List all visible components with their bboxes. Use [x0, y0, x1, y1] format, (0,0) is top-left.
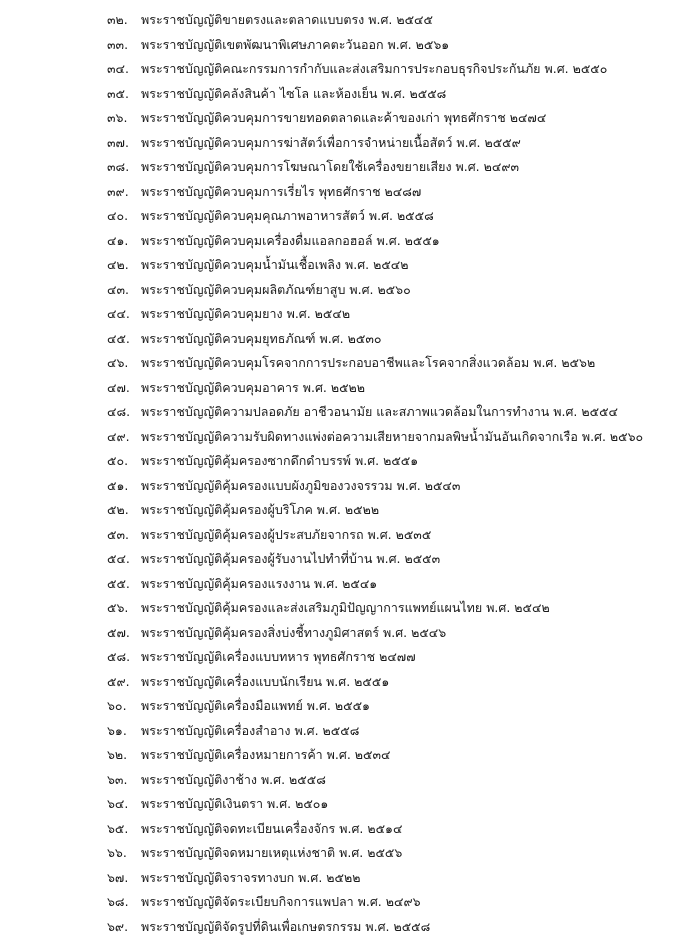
item-title: พระราชบัญญัติควบคุมอาคาร พ.ศ. ๒๕๒๒ [141, 376, 684, 401]
list-item [0, 915, 688, 939]
list-item [0, 743, 688, 768]
item-title: พระราชบัญญัติจดทะเบียนเครื่องจักร พ.ศ. ๒๕๑๔ [141, 817, 684, 842]
item-number: ๕๙. [107, 670, 143, 695]
item-number: ๖๖. [107, 841, 143, 866]
list-item [0, 400, 688, 425]
item-title: พระราชบัญญัติความรับผิดทางแพ่งต่อความเสียหายจากมลพิษน้ำมันอันเกิดจากเรือ พ.ศ. ๒๕๖๐ [141, 425, 684, 450]
item-title: พระราชบัญญัติคุ้มครองผู้บริโภค พ.ศ. ๒๕๒๒ [141, 498, 684, 523]
item-title: พระราชบัญญัติคุ้มครองแรงงาน พ.ศ. ๒๕๔๑ [141, 572, 684, 597]
item-title: พระราชบัญญัติเขตพัฒนาพิเศษภาคตะวันออก พ.ศ. ๒๕๖๑ [141, 33, 684, 58]
item-number: ๖๔. [107, 792, 143, 817]
list-item [0, 425, 688, 450]
item-number: ๓๖. [107, 106, 143, 131]
law-list [0, 8, 688, 939]
item-title: พระราชบัญญัติควบคุมยุทธภัณฑ์ พ.ศ. ๒๕๓๐ [141, 327, 684, 352]
item-title: พระราชบัญญัติคุ้มครองและส่งเสริมภูมิปัญญาการแพทย์แผนไทย พ.ศ. ๒๕๔๒ [141, 596, 684, 621]
list-item [0, 253, 688, 278]
list-item [0, 670, 688, 695]
item-number: ๖๕. [107, 817, 143, 842]
list-item [0, 645, 688, 670]
list-item [0, 82, 688, 107]
item-number: ๖๗. [107, 866, 143, 891]
item-number: ๖๓. [107, 768, 143, 793]
item-number: ๔๐. [107, 204, 143, 229]
list-item [0, 449, 688, 474]
item-title: พระราชบัญญัติจราจรทางบก พ.ศ. ๒๕๒๒ [141, 866, 684, 891]
item-number: ๕๑. [107, 474, 143, 499]
item-title: พระราชบัญญัติคุ้มครองซากดึกดำบรรพ์ พ.ศ. ๒๕๕๑ [141, 449, 684, 474]
item-number: ๕๐. [107, 449, 143, 474]
item-number: ๖๙. [107, 915, 143, 939]
list-item [0, 498, 688, 523]
item-number: ๕๗. [107, 621, 143, 646]
list-item [0, 131, 688, 156]
list-item [0, 302, 688, 327]
item-title: พระราชบัญญัติเครื่องแบบนักเรียน พ.ศ. ๒๕๕๑ [141, 670, 684, 695]
item-number: ๖๑. [107, 719, 143, 744]
list-item [0, 572, 688, 597]
item-number: ๔๗. [107, 376, 143, 401]
item-number: ๕๕. [107, 572, 143, 597]
item-number: ๖๒. [107, 743, 143, 768]
item-number: ๓๙. [107, 180, 143, 205]
item-number: ๔๒. [107, 253, 143, 278]
list-item [0, 278, 688, 303]
list-item [0, 57, 688, 82]
item-title: พระราชบัญญัติควบคุมโรคจากการประกอบอาชีพและโรคจากสิ่งแวดล้อม พ.ศ. ๒๕๖๒ [141, 351, 684, 376]
item-title: พระราชบัญญัติคุ้มครองแบบผังภูมิของวงจรรวม พ.ศ. ๒๕๔๓ [141, 474, 684, 499]
list-item [0, 523, 688, 548]
item-title: พระราชบัญญัติควบคุมผลิตภัณฑ์ยาสูบ พ.ศ. ๒๕๖๐ [141, 278, 684, 303]
list-item [0, 229, 688, 254]
item-title: พระราชบัญญัติขายตรงและตลาดแบบตรง พ.ศ. ๒๕๔๕ [141, 8, 684, 33]
item-title: พระราชบัญญัติความปลอดภัย อาชีวอนามัย และสภาพแวดล้อมในการทำงาน พ.ศ. ๒๕๕๔ [141, 400, 684, 425]
list-item [0, 596, 688, 621]
item-number: ๔๑. [107, 229, 143, 254]
item-number: ๔๘. [107, 400, 143, 425]
list-item [0, 694, 688, 719]
item-number: ๕๖. [107, 596, 143, 621]
item-title: พระราชบัญญัติคุ้มครองผู้รับงานไปทำที่บ้าน พ.ศ. ๒๕๕๓ [141, 547, 684, 572]
item-title: พระราชบัญญัติควบคุมน้ำมันเชื้อเพลิง พ.ศ. ๒๕๔๒ [141, 253, 684, 278]
list-item [0, 327, 688, 352]
list-item [0, 474, 688, 499]
item-title: พระราชบัญญัติเครื่องสำอาง พ.ศ. ๒๕๕๘ [141, 719, 684, 744]
item-number: ๖๘. [107, 890, 143, 915]
item-title: พระราชบัญญัติจดหมายเหตุแห่งชาติ พ.ศ. ๒๕๕๖ [141, 841, 684, 866]
list-item [0, 8, 688, 33]
list-item [0, 866, 688, 891]
list-item [0, 155, 688, 180]
item-number: ๕๒. [107, 498, 143, 523]
list-item [0, 376, 688, 401]
list-item [0, 817, 688, 842]
item-title: พระราชบัญญัติควบคุมยาง พ.ศ. ๒๕๔๒ [141, 302, 684, 327]
item-number: ๔๖. [107, 351, 143, 376]
item-number: ๖๐. [107, 694, 143, 719]
item-number: ๓๗. [107, 131, 143, 156]
item-title: พระราชบัญญัติเครื่องมือแพทย์ พ.ศ. ๒๕๕๑ [141, 694, 684, 719]
list-item [0, 547, 688, 572]
item-title: พระราชบัญญัติควบคุมเครื่องดื่มแอลกอฮอล์ พ.ศ. ๒๕๕๑ [141, 229, 684, 254]
item-title: พระราชบัญญัติควบคุมการขายทอดตลาดและค้าของเก่า พุทธศักราช ๒๔๗๔ [141, 106, 684, 131]
item-number: ๓๒. [107, 8, 143, 33]
item-title: พระราชบัญญัติคณะกรรมการกำกับและส่งเสริมการประกอบธุรกิจประกันภัย พ.ศ. ๒๕๕๐ [141, 57, 684, 82]
list-item [0, 180, 688, 205]
list-item [0, 351, 688, 376]
list-item [0, 792, 688, 817]
list-item [0, 841, 688, 866]
item-title: พระราชบัญญัติเครื่องแบบทหาร พุทธศักราช ๒๔๗๗ [141, 645, 684, 670]
item-title: พระราชบัญญัติควบคุมการฆ่าสัตว์เพื่อการจำหน่ายเนื้อสัตว์ พ.ศ. ๒๕๕๙ [141, 131, 684, 156]
item-title: พระราชบัญญัติคุ้มครองสิ่งบ่งชี้ทางภูมิศาสตร์ พ.ศ. ๒๕๔๖ [141, 621, 684, 646]
item-number: ๕๔. [107, 547, 143, 572]
list-item [0, 719, 688, 744]
item-title: พระราชบัญญัติจัดรูปที่ดินเพื่อเกษตรกรรม พ.ศ. ๒๕๕๘ [141, 915, 684, 939]
list-item [0, 621, 688, 646]
item-number: ๕๘. [107, 645, 143, 670]
item-title: พระราชบัญญัติควบคุมการเรี่ยไร พุทธศักราช ๒๔๘๗ [141, 180, 684, 205]
list-item [0, 204, 688, 229]
item-number: ๔๕. [107, 327, 143, 352]
item-number: ๕๓. [107, 523, 143, 548]
item-title: พระราชบัญญัติงาช้าง พ.ศ. ๒๕๕๘ [141, 768, 684, 793]
item-title: พระราชบัญญัติควบคุมคุณภาพอาหารสัตว์ พ.ศ. ๒๕๕๘ [141, 204, 684, 229]
item-title: พระราชบัญญัติจัดระเบียบกิจการแพปลา พ.ศ. ๒๔๙๖ [141, 890, 684, 915]
item-number: ๓๓. [107, 33, 143, 58]
item-number: ๓๔. [107, 57, 143, 82]
item-number: ๔๙. [107, 425, 143, 450]
item-title: พระราชบัญญัติควบคุมการโฆษณาโดยใช้เครื่องขยายเสียง พ.ศ. ๒๔๙๓ [141, 155, 684, 180]
list-item [0, 768, 688, 793]
item-title: พระราชบัญญัติคลังสินค้า ไซโล และห้องเย็น พ.ศ. ๒๕๕๘ [141, 82, 684, 107]
list-item [0, 33, 688, 58]
item-title: พระราชบัญญัติเครื่องหมายการค้า พ.ศ. ๒๕๓๔ [141, 743, 684, 768]
list-item [0, 106, 688, 131]
item-number: ๓๘. [107, 155, 143, 180]
item-number: ๔๔. [107, 302, 143, 327]
item-title: พระราชบัญญัติเงินตรา พ.ศ. ๒๕๐๑ [141, 792, 684, 817]
item-number: ๓๕. [107, 82, 143, 107]
item-title: พระราชบัญญัติคุ้มครองผู้ประสบภัยจากรถ พ.ศ. ๒๕๓๕ [141, 523, 684, 548]
list-item [0, 890, 688, 915]
item-number: ๔๓. [107, 278, 143, 303]
